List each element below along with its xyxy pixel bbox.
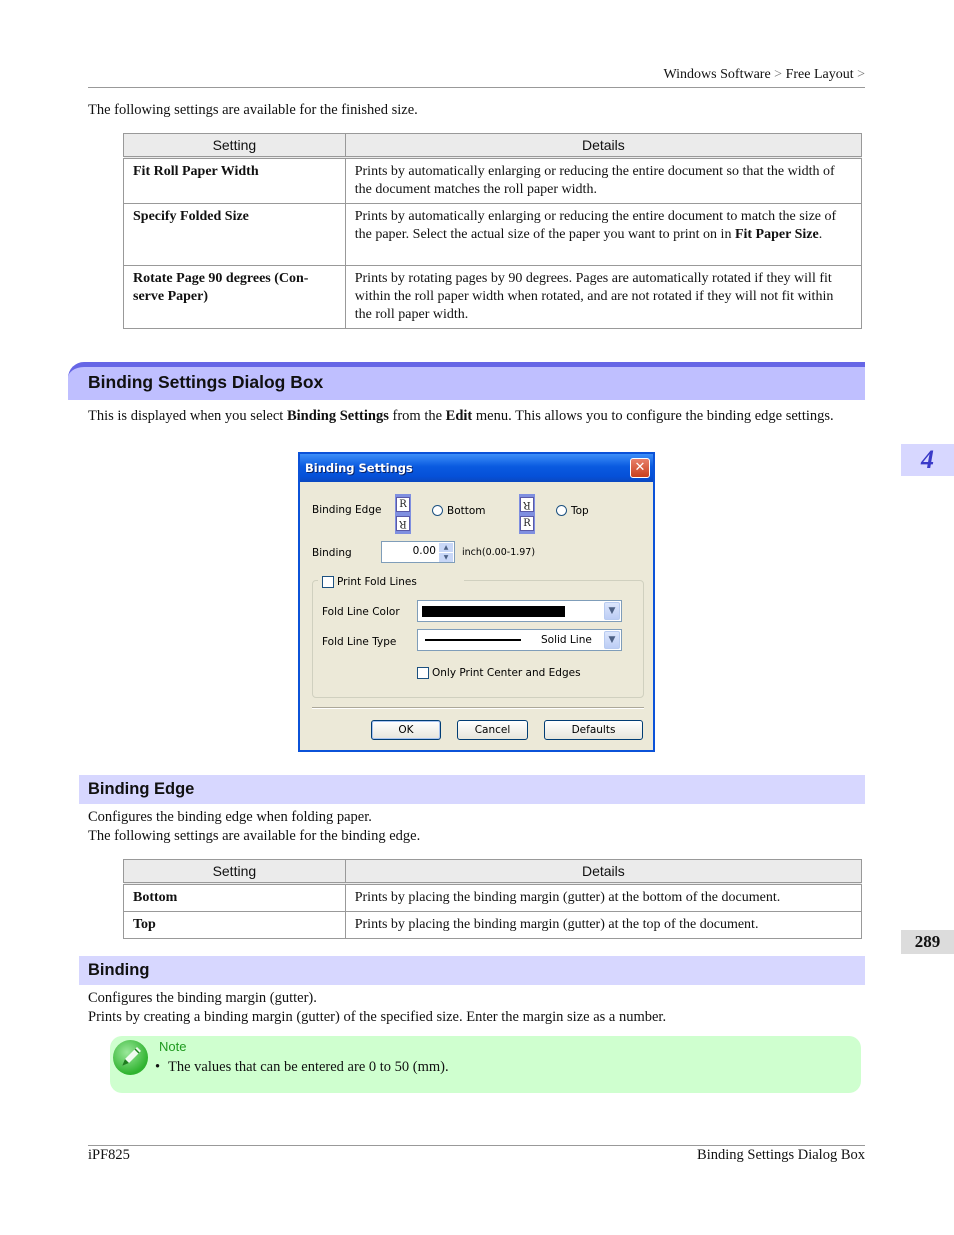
column-header: Details <box>345 860 861 884</box>
details-emphasis: Fit Paper Size <box>734 227 819 242</box>
fold-line-type-select[interactable] <box>417 629 622 651</box>
intro-text: The following settings are available for the finished size. <box>88 102 418 118</box>
fold-line-color-label: Fold Line Color <box>322 606 400 618</box>
setting-cell: Top <box>124 912 346 939</box>
table-header-row <box>124 134 862 158</box>
solid-line-sample <box>425 639 521 641</box>
table-row <box>124 158 862 204</box>
setting-cell: Specify Folded Size <box>124 204 346 266</box>
details-cell <box>345 204 861 266</box>
note-item: The values that can be entered are 0 to 50 (mm). <box>168 1059 449 1075</box>
only-center-edges-checkbox[interactable] <box>417 667 429 679</box>
details-cell: Prints by rotating pages by 90 degrees. Pages are automatically rotated if they will fit within the roll paper width when rotated, and are not rotated if they will not fit within the roll paper width. <box>345 266 861 329</box>
stepper-up-icon[interactable]: ▲ <box>439 543 453 552</box>
binding-edge-line2: The following settings are available for the binding edge. <box>88 828 421 844</box>
binding-line1: Configures the binding margin (gutter). <box>88 990 317 1006</box>
print-fold-lines-label: Print Fold Lines <box>337 576 417 588</box>
bottom-radio[interactable] <box>432 505 443 516</box>
defaults-button[interactable]: Defaults <box>544 720 643 740</box>
binding-value[interactable]: 0.00 <box>412 545 436 557</box>
details-text: Prints by automatically enlarging or reducing the entire document to match the size of the paper. Select the actual size of the paper you want to print on in <box>354 209 837 242</box>
bottom-label: Bottom <box>447 505 486 517</box>
desc-text: menu. This allows you to configure the binding edge settings. <box>472 408 834 424</box>
table-row <box>124 912 862 939</box>
page-glyph: R <box>396 497 410 512</box>
fold-line-color-select[interactable] <box>417 600 622 622</box>
page-glyph: R <box>520 497 534 512</box>
print-fold-lines-checkbox[interactable] <box>322 576 334 588</box>
only-center-edges-label: Only Print Center and Edges <box>432 667 581 679</box>
dialog-divider <box>312 707 644 709</box>
note-label: Note <box>159 1039 187 1054</box>
stepper-down-icon[interactable]: ▼ <box>439 553 453 562</box>
subsection-title: Binding <box>88 961 150 979</box>
menu-name: Edit <box>445 408 473 424</box>
dialog-titlebar[interactable] <box>300 454 653 482</box>
column-header: Setting <box>124 134 346 158</box>
page-number: 289 <box>901 930 954 954</box>
details-text: . <box>818 227 823 242</box>
column-header: Setting <box>124 860 346 884</box>
setting-cell: Rotate Page 90 degrees (Con-serve Paper) <box>124 266 346 329</box>
details-cell: Prints by placing the binding margin (gutter) at the top of the document. <box>345 912 861 939</box>
desc-text: This is displayed when you select <box>88 408 287 424</box>
page-glyph: R <box>520 516 534 531</box>
top-edge-icon <box>519 494 535 534</box>
subsection-title: Binding Edge <box>88 780 195 798</box>
breadcrumb-separator: > <box>774 67 783 82</box>
note-bullet: • <box>155 1059 161 1075</box>
setting-cell: Bottom <box>124 884 346 912</box>
setting-cell: Fit Roll Paper Width <box>124 158 346 204</box>
subsection-heading-bar <box>79 775 865 804</box>
color-swatch <box>422 606 565 617</box>
section-title: Binding Settings Dialog Box <box>88 372 324 392</box>
dialog-title: Binding Settings <box>305 461 413 475</box>
binding-edge-label: Binding Edge <box>312 504 382 516</box>
footer-model: iPF825 <box>88 1147 130 1163</box>
close-icon[interactable]: ✕ <box>630 458 650 478</box>
breadcrumb-separator: > <box>857 67 865 82</box>
header-divider <box>88 87 865 88</box>
breadcrumb-item[interactable]: Free Layout <box>785 67 854 82</box>
finished-size-table <box>123 133 862 329</box>
breadcrumb <box>664 67 865 83</box>
column-header: Details <box>345 134 861 158</box>
chevron-down-icon[interactable]: ▼ <box>604 602 620 620</box>
details-cell: Prints by automatically enlarging or reducing the entire document so that the width of the document matches the roll paper width. <box>345 158 861 204</box>
desc-text: from the <box>388 408 446 424</box>
breadcrumb-item[interactable]: Windows Software <box>663 67 771 82</box>
table-row <box>124 204 862 266</box>
top-radio[interactable] <box>556 505 567 516</box>
fold-line-type-value: Solid Line <box>541 634 592 646</box>
note-pencil-icon <box>113 1040 148 1075</box>
binding-edge-line1: Configures the binding edge when folding paper. <box>88 809 372 825</box>
table-header-row <box>124 860 862 884</box>
pencil-icon <box>113 1040 148 1075</box>
ok-button[interactable]: OK <box>371 720 441 740</box>
binding-line2: Prints by creating a binding margin (gutter) of the specified size. Enter the margin size as a number. <box>88 1009 667 1025</box>
binding-label: Binding <box>312 547 352 559</box>
table-row <box>124 884 862 912</box>
menu-item-name: Binding Settings <box>286 408 389 424</box>
footer-section: Binding Settings Dialog Box <box>697 1147 865 1163</box>
fold-line-type-label: Fold Line Type <box>322 636 397 648</box>
bottom-edge-icon <box>395 494 411 534</box>
binding-edge-table <box>123 859 862 939</box>
details-cell: Prints by placing the binding margin (gutter) at the bottom of the document. <box>345 884 861 912</box>
chapter-tab[interactable]: 4 <box>901 444 954 476</box>
table-row <box>124 266 862 329</box>
chevron-down-icon[interactable]: ▼ <box>604 631 620 649</box>
binding-range-hint: inch(0.00-1.97) <box>462 547 536 558</box>
subsection-heading-bar <box>79 956 865 985</box>
binding-settings-dialog <box>298 452 655 752</box>
page-glyph: R <box>396 516 410 531</box>
footer-divider <box>88 1145 865 1146</box>
top-label: Top <box>571 505 589 517</box>
section-description <box>88 407 858 426</box>
binding-stepper[interactable] <box>381 541 455 563</box>
cancel-button[interactable]: Cancel <box>457 720 528 740</box>
